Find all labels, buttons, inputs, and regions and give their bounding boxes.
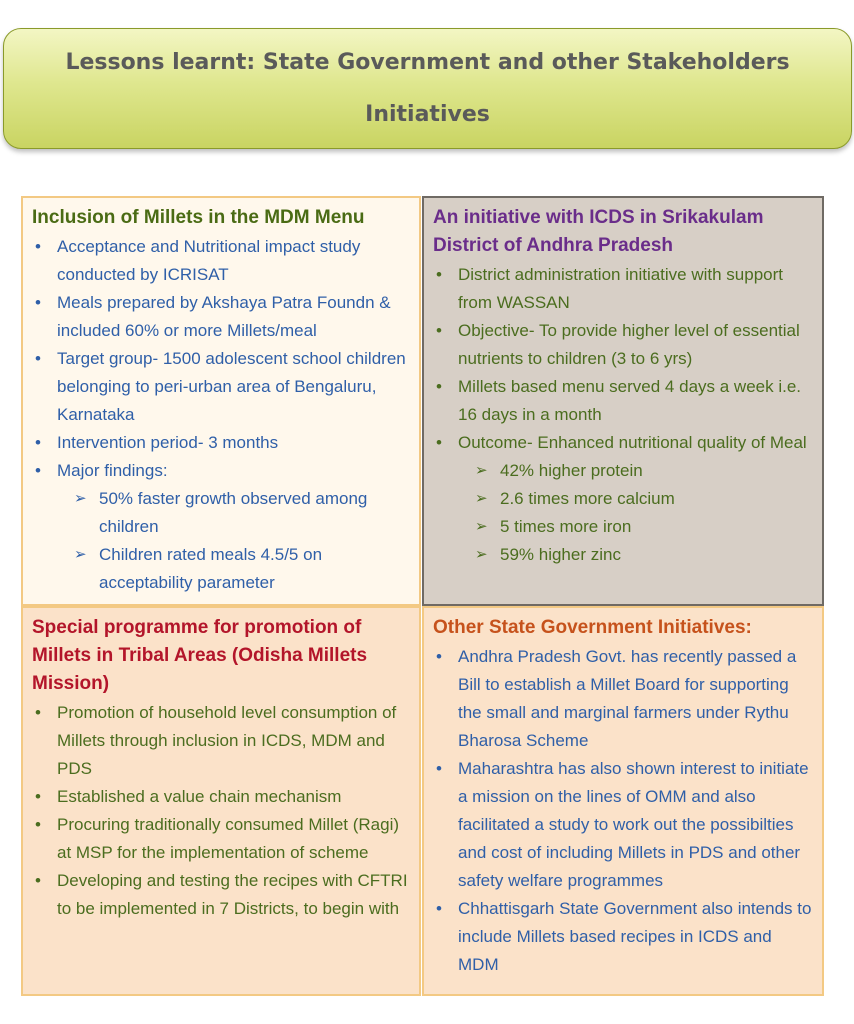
list-item: • Meals prepared by Akshaya Patra Foundn & included 60% or more Millets/meal (32, 289, 411, 345)
icds-panel-title: An initiative with ICDS in Srikakulam District of Andhra Pradesh (433, 207, 764, 256)
list-item: • Objective- To provide higher level of essential nutrients to children (3 to 6 yrs) (433, 317, 814, 373)
tribal-panel-title: Special programme for promotion of Millets in Tribal Areas (Odisha Millets Mission) (32, 617, 368, 694)
findings-sub-list (57, 485, 411, 597)
outcome-text: 5 times more iron (500, 517, 632, 536)
list-item (32, 457, 411, 597)
mdm-millets-panel (21, 196, 421, 606)
icds-srikakulam-panel (422, 196, 824, 606)
list-item: • Promotion of household level consumption of Millets through inclusion in ICDS, MDM and PDS (32, 699, 411, 783)
list-item: • Andhra Pradesh Govt. has recently passed a Bill to establish a Millet Board for supporting the small and marginal farmers under Rythu Bharosa Scheme (433, 643, 814, 755)
mdm-bullet-list (32, 233, 411, 597)
sub-list-item (475, 485, 814, 513)
finding-text: 50% faster growth observed among children (99, 489, 368, 536)
outcomes-sub-list (458, 457, 814, 569)
banner-title-line-1: Lessons learnt: State Government and other Stakeholders (65, 49, 790, 75)
arrowhead-bullet-icon: ➢ (475, 546, 488, 563)
other-bullet-list (433, 643, 814, 979)
list-item: • Millets based menu served 4 days a week i.e. 16 days in a month (433, 373, 814, 429)
banner-title-line-2: Initiatives (365, 101, 490, 127)
sub-list-item (475, 457, 814, 485)
sub-list-item (74, 541, 411, 597)
mdm-panel-title: Inclusion of Millets in the MDM Menu (32, 207, 365, 228)
list-item: • Maharashtra has also shown interest to initiate a mission on the lines of OMM and also facilitated a study to work out the possibilties and cost of including Millets in PDS and other safety welfare programmes (433, 755, 814, 895)
outcome-text: 59% higher zinc (500, 545, 621, 564)
sub-list-item (475, 541, 814, 569)
list-item: • Developing and testing the recipes with CFTRI to be implemented in 7 Districts, to begin with (32, 867, 411, 923)
other-state-initiatives-panel (422, 606, 824, 996)
list-item: • Procuring traditionally consumed Millet (Ragi) at MSP for the implementation of scheme (32, 811, 411, 867)
list-item: • Target group- 1500 adolescent school children belonging to peri-urban area of Bengaluru, Karnataka (32, 345, 411, 429)
finding-text: Children rated meals 4.5/5 on acceptability parameter (99, 545, 323, 592)
title-banner (3, 28, 852, 149)
major-findings-label: Major findings: (57, 461, 168, 480)
arrowhead-bullet-icon: ➢ (475, 518, 488, 535)
list-item: • Intervention period- 3 months (32, 429, 411, 457)
sub-list-item (475, 513, 814, 541)
icds-bullet-list (433, 261, 814, 569)
list-item: • Established a value chain mechanism (32, 783, 411, 811)
arrowhead-bullet-icon: ➢ (74, 490, 87, 507)
outcome-text: 2.6 times more calcium (500, 489, 675, 508)
outcome-text: 42% higher protein (500, 461, 643, 480)
sub-list-item (74, 485, 411, 541)
other-panel-title: Other State Government Initiatives: (433, 617, 752, 638)
arrowhead-bullet-icon: ➢ (475, 490, 488, 507)
tribal-bullet-list (32, 699, 411, 923)
list-item: • Chhattisgarh State Government also intends to include Millets based recipes in ICDS and MDM (433, 895, 814, 979)
arrowhead-bullet-icon: ➢ (74, 546, 87, 563)
list-item (433, 429, 814, 569)
list-item: • District administration initiative with support from WASSAN (433, 261, 814, 317)
list-item: • Acceptance and Nutritional impact study conducted by ICRISAT (32, 233, 411, 289)
arrowhead-bullet-icon: ➢ (475, 462, 488, 479)
outcome-label: Outcome- Enhanced nutritional quality of Meal (458, 433, 807, 452)
tribal-millets-panel (21, 606, 421, 996)
